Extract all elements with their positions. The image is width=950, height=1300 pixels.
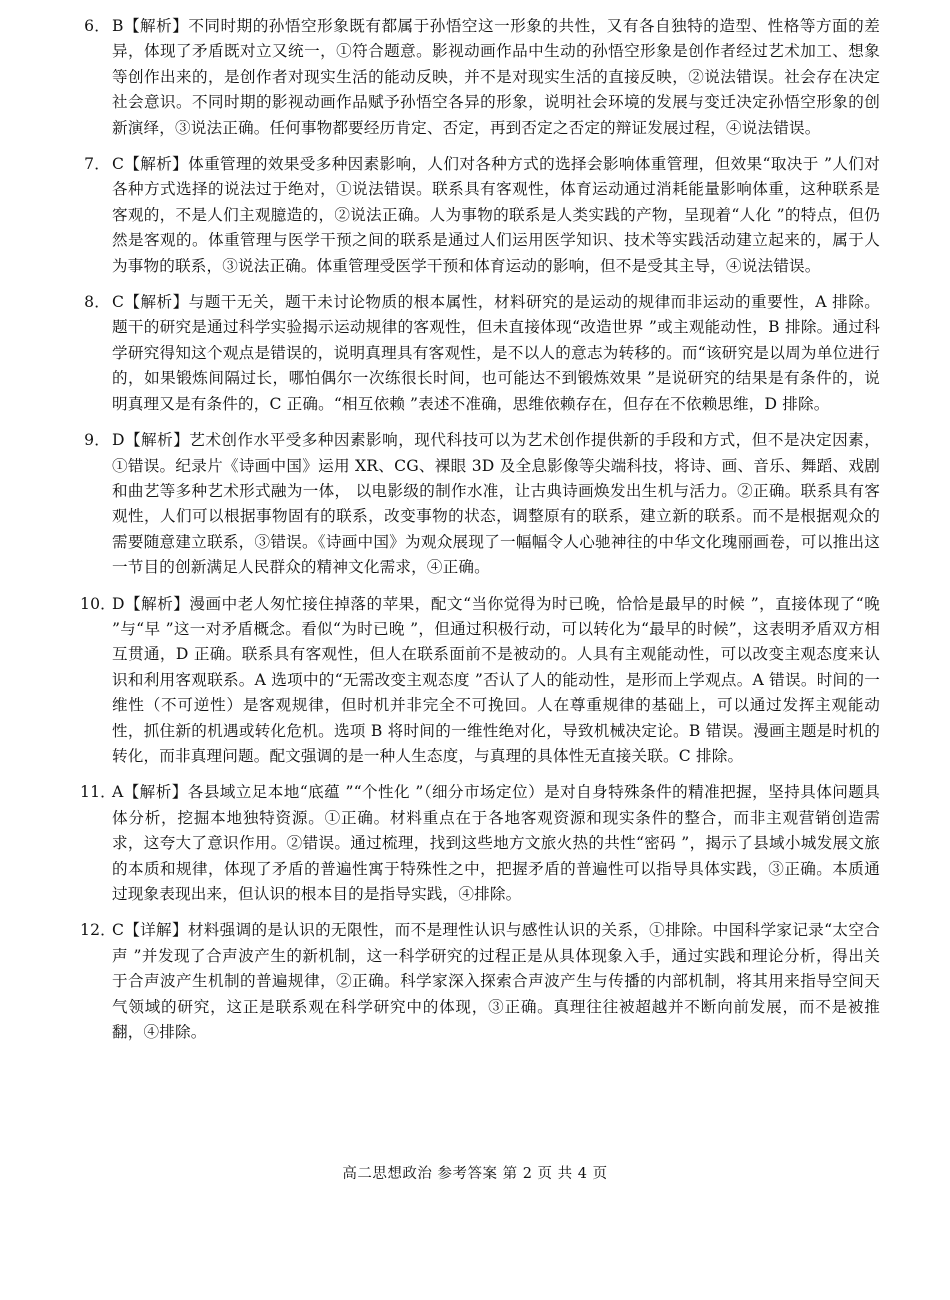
answer-item-7 (80, 152, 880, 279)
item-explanation: D【解析】漫画中老人匆忙接住掉落的苹果，配文“当你觉得为时已晚，恰恰是最早的时候 ”，直接体现了“晚 ”与“早 ”这一对矛盾概念。看似“为时已晚 ”，但通过积极行动，可以转化为“最早的时候”，这表明矛盾双方相互贯通，D 正确。联系具有客观性，但人在联系面前不是被动的。人具有主观能动性，可以改变主观态度来认识和利用客观联系。A 选项中的“无需改变主观态度 ”否认了人的能动性，是形而上学观点。A 错误。时间的一维性（不可逆性）是客观规律，但时机并非完全不可挽回。人在尊重规律的基础上，可以通过发挥主观能动性，抓住新的机遇或转化危机。选项 B 将时间的一维性绝对化，导致机械决定论。B 错误。漫画主题是时机的转化，而非真理问题。配文强调的是一种人生态度，与真理的具体性无直接关联。C 排除。 (112, 594, 880, 765)
answer-item-6 (80, 14, 880, 141)
answer-item-10 (80, 592, 880, 770)
item-explanation: C【解析】与题干无关，题干未讨论物质的根本属性，材料研究的是运动的规律而非运动的重要性，A 排除。题干的研究是通过科学实验揭示运动规律的客观性，但未直接体现“改造世界 ”或主观能动性，B 排除。通过科学研究得知这个观点是错误的，说明真理具有客观性，是不以人的意志为转移的。而“该研究是以周为单位进行的，如果锻炼间隔过长，哪怕偶尔一次练很长时间，也可能达不到锻炼效果 ”是说研究的结果是有条件的，说明真理又是有条件的，C 正确。“相互依赖 ”表述不准确，思维依赖存在，但存在不依赖思维，D 排除。 (112, 293, 880, 413)
item-explanation: D【解析】艺术创作水平受多种因素影响，现代科技可以为艺术创作提供新的手段和方式，但不是决定因素，①错误。纪录片《诗画中国》运用 XR、CG、裸眼 3D 及全息影像等尖端科技，将诗、画、音乐、舞蹈、戏剧和曲艺等多种艺术形式融为一体， 以电影级的制作水准，让古典诗画焕发出生机与活力。②正确。联系具有客观性，人们可以根据事物固有的联系，改变事物的状态，调整原有的联系，建立新的联系。而不是根据观众的需要随意建立联系，③错误。《诗画中国》为观众展现了一幅幅令人心驰神往的中华文化瑰丽画卷，可以推出这一节目的创新满足人民群众的精神文化需求，④正确。 (112, 431, 880, 577)
item-number: 9． (84, 431, 110, 450)
answer-item-8 (80, 290, 880, 417)
answer-item-11 (80, 780, 880, 907)
item-number: 11． (80, 783, 116, 802)
answer-item-9 (80, 428, 880, 580)
item-explanation: C【解析】体重管理的效果受多种因素影响，人们对各种方式的选择会影响体重管理，但效果“取决于 ”人们对各种方式选择的说法过于绝对，①说法错误。联系具有客观性，体育运动通过消耗能量影响体重，这种联系是客观的，不是人们主观臆造的，②说法正确。人为事物的联系是人类实践的产物，呈现着“人化 ”的特点，但仍然是客观的。体重管理与医学干预之间的联系是通过人们运用医学知识、技术等实践活动建立起来的，属于人为事物的联系，③说法正确。体重管理受医学干预和体育运动的影响，但不是受其主导，④说法错误。 (112, 155, 880, 275)
item-number: 7． (84, 155, 110, 174)
answer-item-12 (80, 918, 880, 1045)
item-number: 8． (84, 293, 110, 312)
item-explanation: B【解析】不同时期的孙悟空形象既有都属于孙悟空这一形象的共性，又有各自独特的造型、性格等方面的差异，体现了矛盾既对立又统一，①符合题意。影视动画作品中生动的孙悟空形象是创作者经过艺术加工、想象等创作出来的，是创作者对现实生活的能动反映，并不是对现实生活的直接反映，②说法错误。社会存在决定社会意识。不同时期的影视动画作品赋予孙悟空各异的形象，说明社会环境的发展与变迁决定孙悟空形象的创新演绎，③说法正确。任何事物都要经历肯定、否定，再到否定之否定的辩证发展过程，④说法错误。 (112, 17, 880, 137)
page-footer: 高二思想政治 参考答案 第 2 页 共 4 页 (342, 1166, 608, 1182)
item-explanation: A【解析】各县域立足本地“底蕴 ”“个性化 ”（细分市场定位）是对自身特殊条件的精准把握，坚持具体问题具体分析，挖掘本地独特资源。①正确。材料重点在于各地客观资源和现实条件的整合，而非主观营销创造需求，这夸大了意识作用。②错误。通过梳理，找到这些地方文旅火热的共性“密码 ”，揭示了县域小城发展文旅的本质和规律，体现了矛盾的普遍性寓于特殊性之中，把握矛盾的普遍性可以指导具体实践，③正确。本质通过现象表现出来，但认识的根本目的是指导实践，④排除。 (112, 783, 880, 903)
answer-list (80, 14, 880, 1056)
item-number: 12． (80, 921, 116, 940)
item-explanation: C【详解】材料强调的是认识的无限性，而不是理性认识与感性认识的关系，①排除。中国科学家记录“太空合声 ”并发现了合声波产生的新机制，这一科学研究的过程正是从具体现象入手，通过实践和理论分析，得出关于合声波产生机制的普遍规律，②正确。科学家深入探索合声波产生与传播的内部机制，将其用来指导空间天气领域的研究，这正是联系观在科学研究中的体现，③正确。真理往往被超越并不断向前发展，而不是被推翻，④排除。 (112, 921, 880, 1042)
item-number: 6． (84, 17, 110, 35)
item-number: 10． (80, 594, 116, 613)
